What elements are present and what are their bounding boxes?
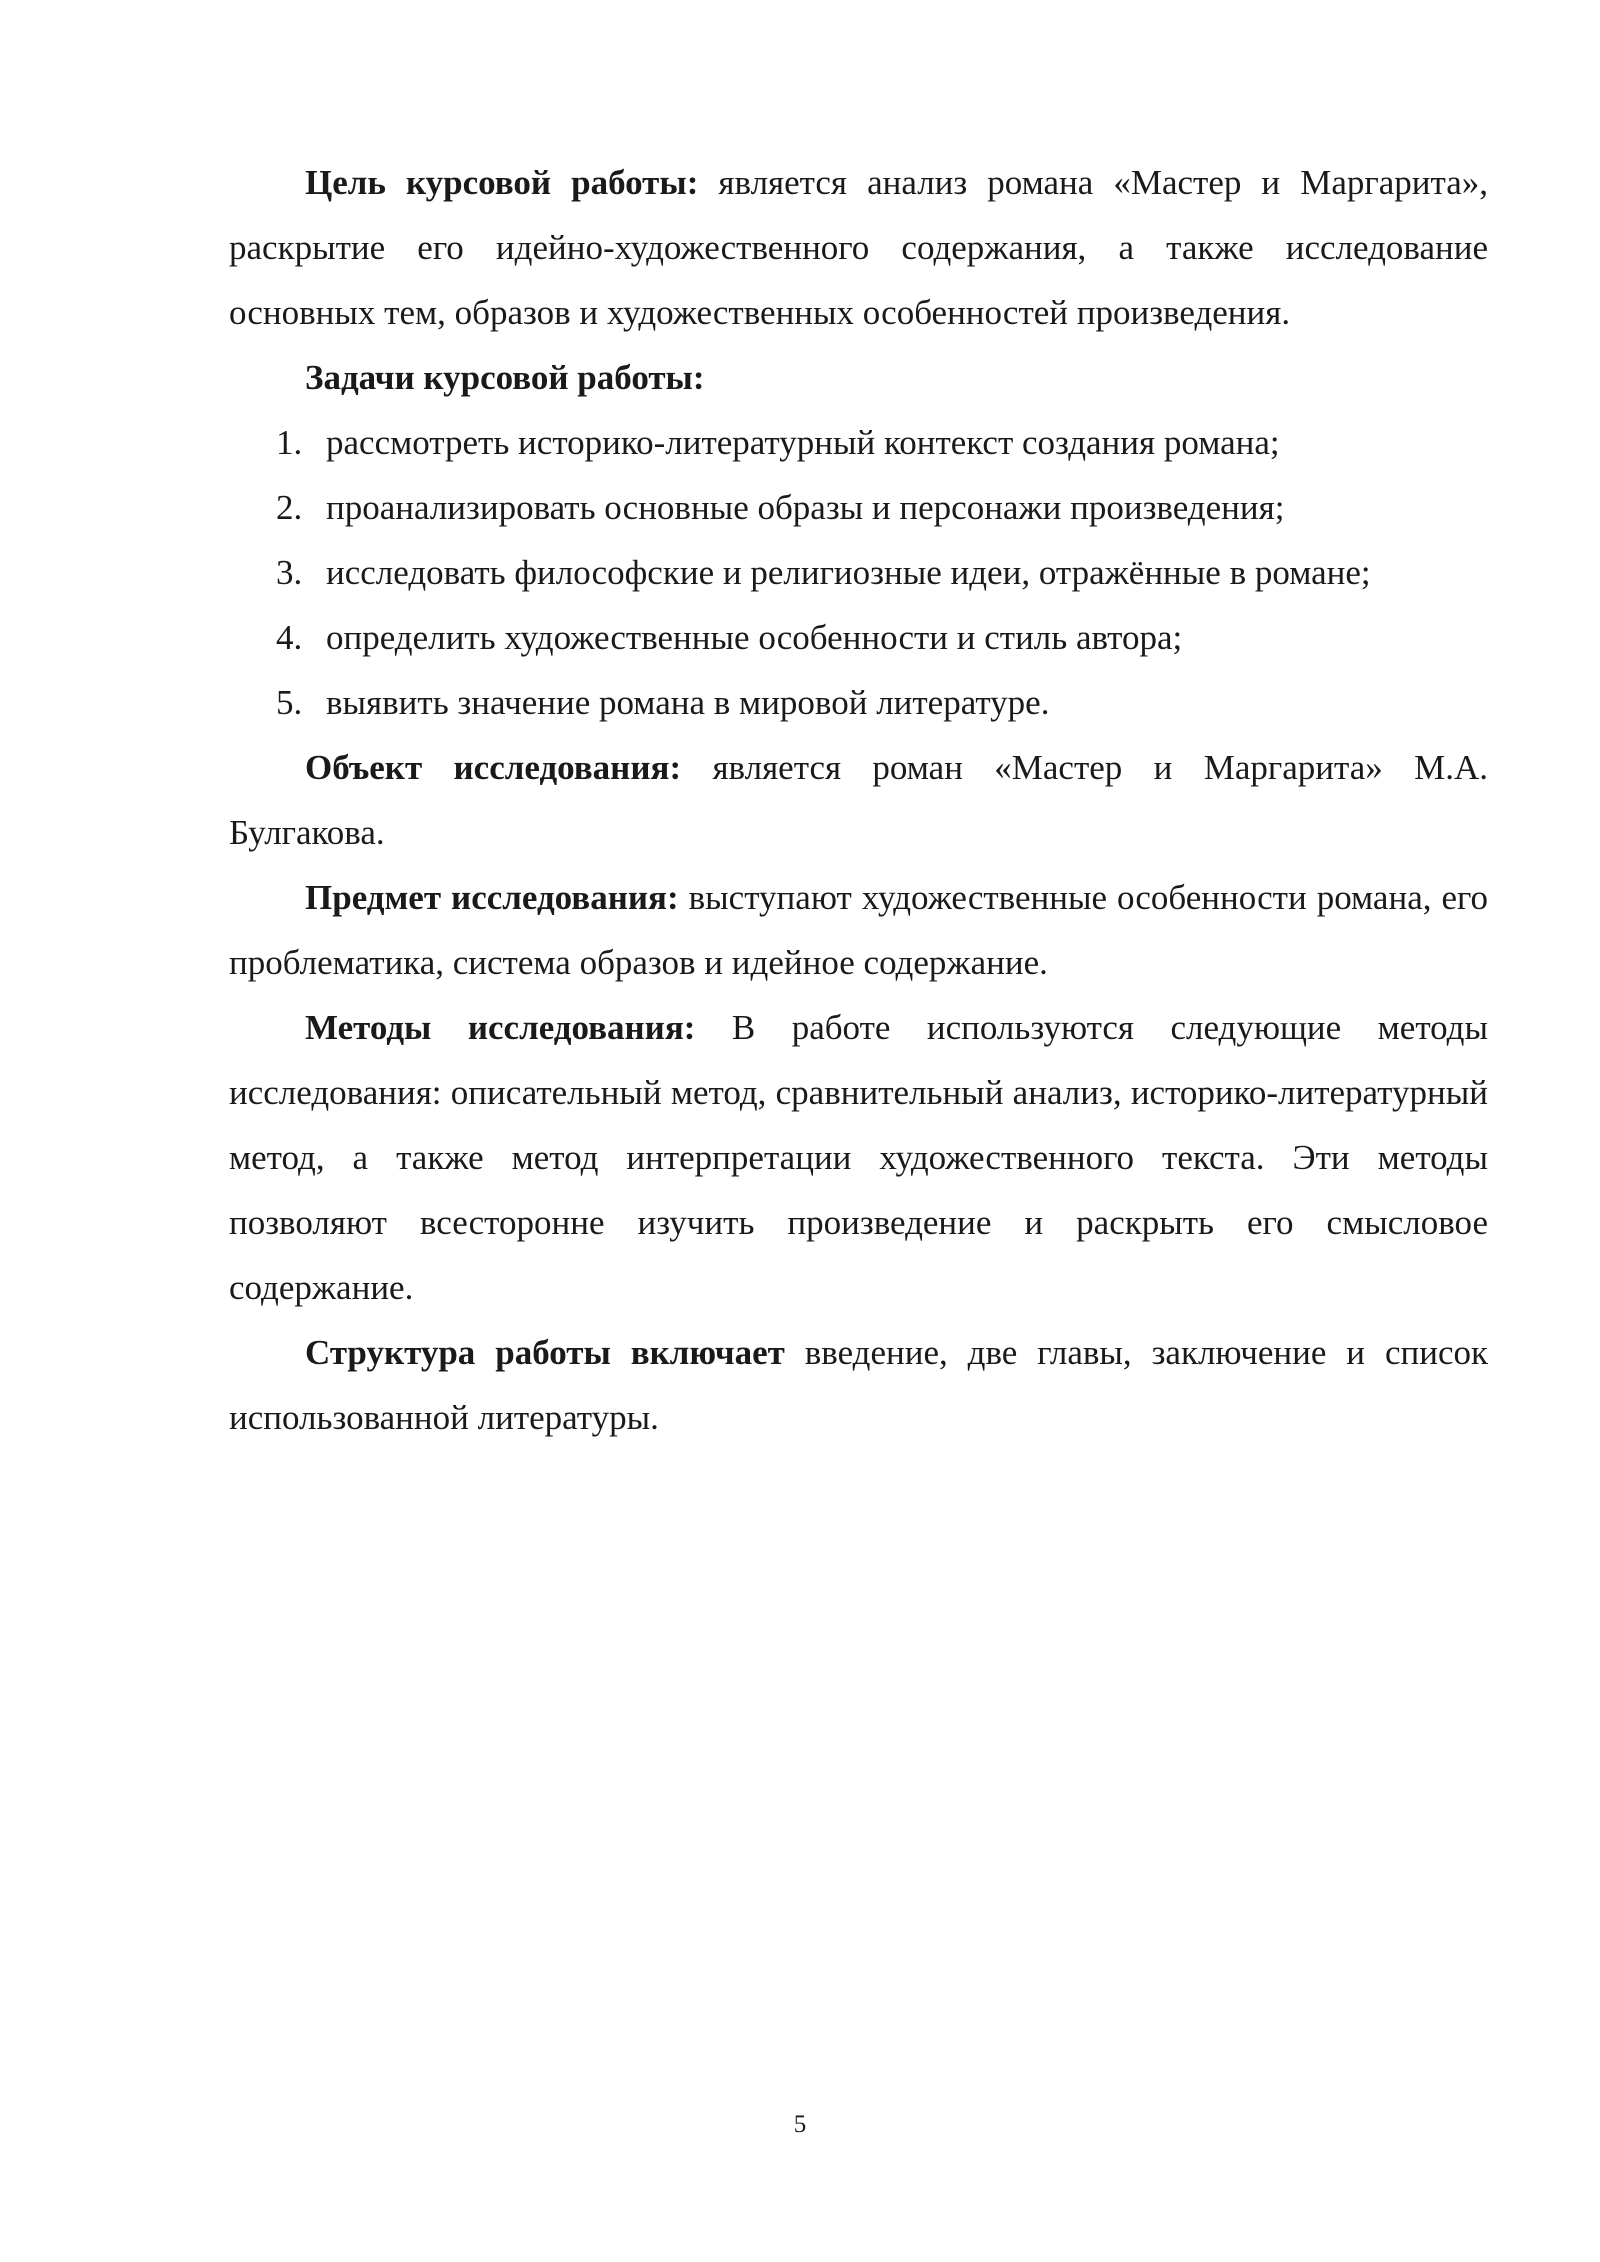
list-item-number: 5. [276,683,303,722]
list-item-number: 1. [276,423,303,462]
goal-label: Цель курсовой работы: [305,163,699,202]
list-item-number: 3. [276,553,303,592]
methods-label: Методы исследования: [305,1008,696,1047]
goal-text: является анализ романа «Мастер и Маргарита», раскрытие его идейно-художественного содержания, а также исследование основных тем, образов и художественных особенностей произведения. [229,163,1488,332]
document-body [229,150,1488,1450]
list-item [229,475,1488,540]
list-item-number: 2. [276,488,303,527]
list-item-text: выявить значение романа в мировой литературе. [326,683,1050,722]
object-label: Объект исследования: [305,748,682,787]
structure-paragraph [229,1320,1488,1450]
page-number: 5 [793,2111,807,2138]
object-text: является роман «Мастер и Маргарита» М.А. Булгакова. [229,748,1488,852]
subject-paragraph [229,865,1488,995]
tasks-heading: Задачи курсовой работы: [305,358,705,397]
list-item [229,540,1488,605]
structure-label: Структура работы включает [305,1333,785,1372]
list-item [229,605,1488,670]
list-item-text: проанализировать основные образы и персонажи произведения; [326,488,1285,527]
list-item-text: определить художественные особенности и стиль автора; [326,618,1183,657]
subject-text: выступают художественные особенности романа, его проблематика, система образов и идейное содержание. [229,878,1488,982]
methods-text: В работе используются следующие методы исследования: описательный метод, сравнительный анализ, историко-литературный метод, а также метод интерпретации художественного текста. Эти методы позволяют всесторонне изучить произведение и раскрыть его смысловое содержание. [229,1008,1488,1307]
goal-paragraph [229,150,1488,345]
list-item [229,670,1488,735]
tasks-list [229,410,1488,735]
list-item-text: исследовать философские и религиозные идеи, отражённые в романе; [326,553,1371,592]
list-item-text: рассмотреть историко-литературный контекст создания романа; [326,423,1280,462]
list-item [229,410,1488,475]
methods-paragraph [229,995,1488,1320]
subject-label: Предмет исследования: [305,878,679,917]
list-item-number: 4. [276,618,303,657]
object-paragraph [229,735,1488,865]
structure-text: введение, две главы, заключение и список использованной литературы. [229,1333,1488,1437]
